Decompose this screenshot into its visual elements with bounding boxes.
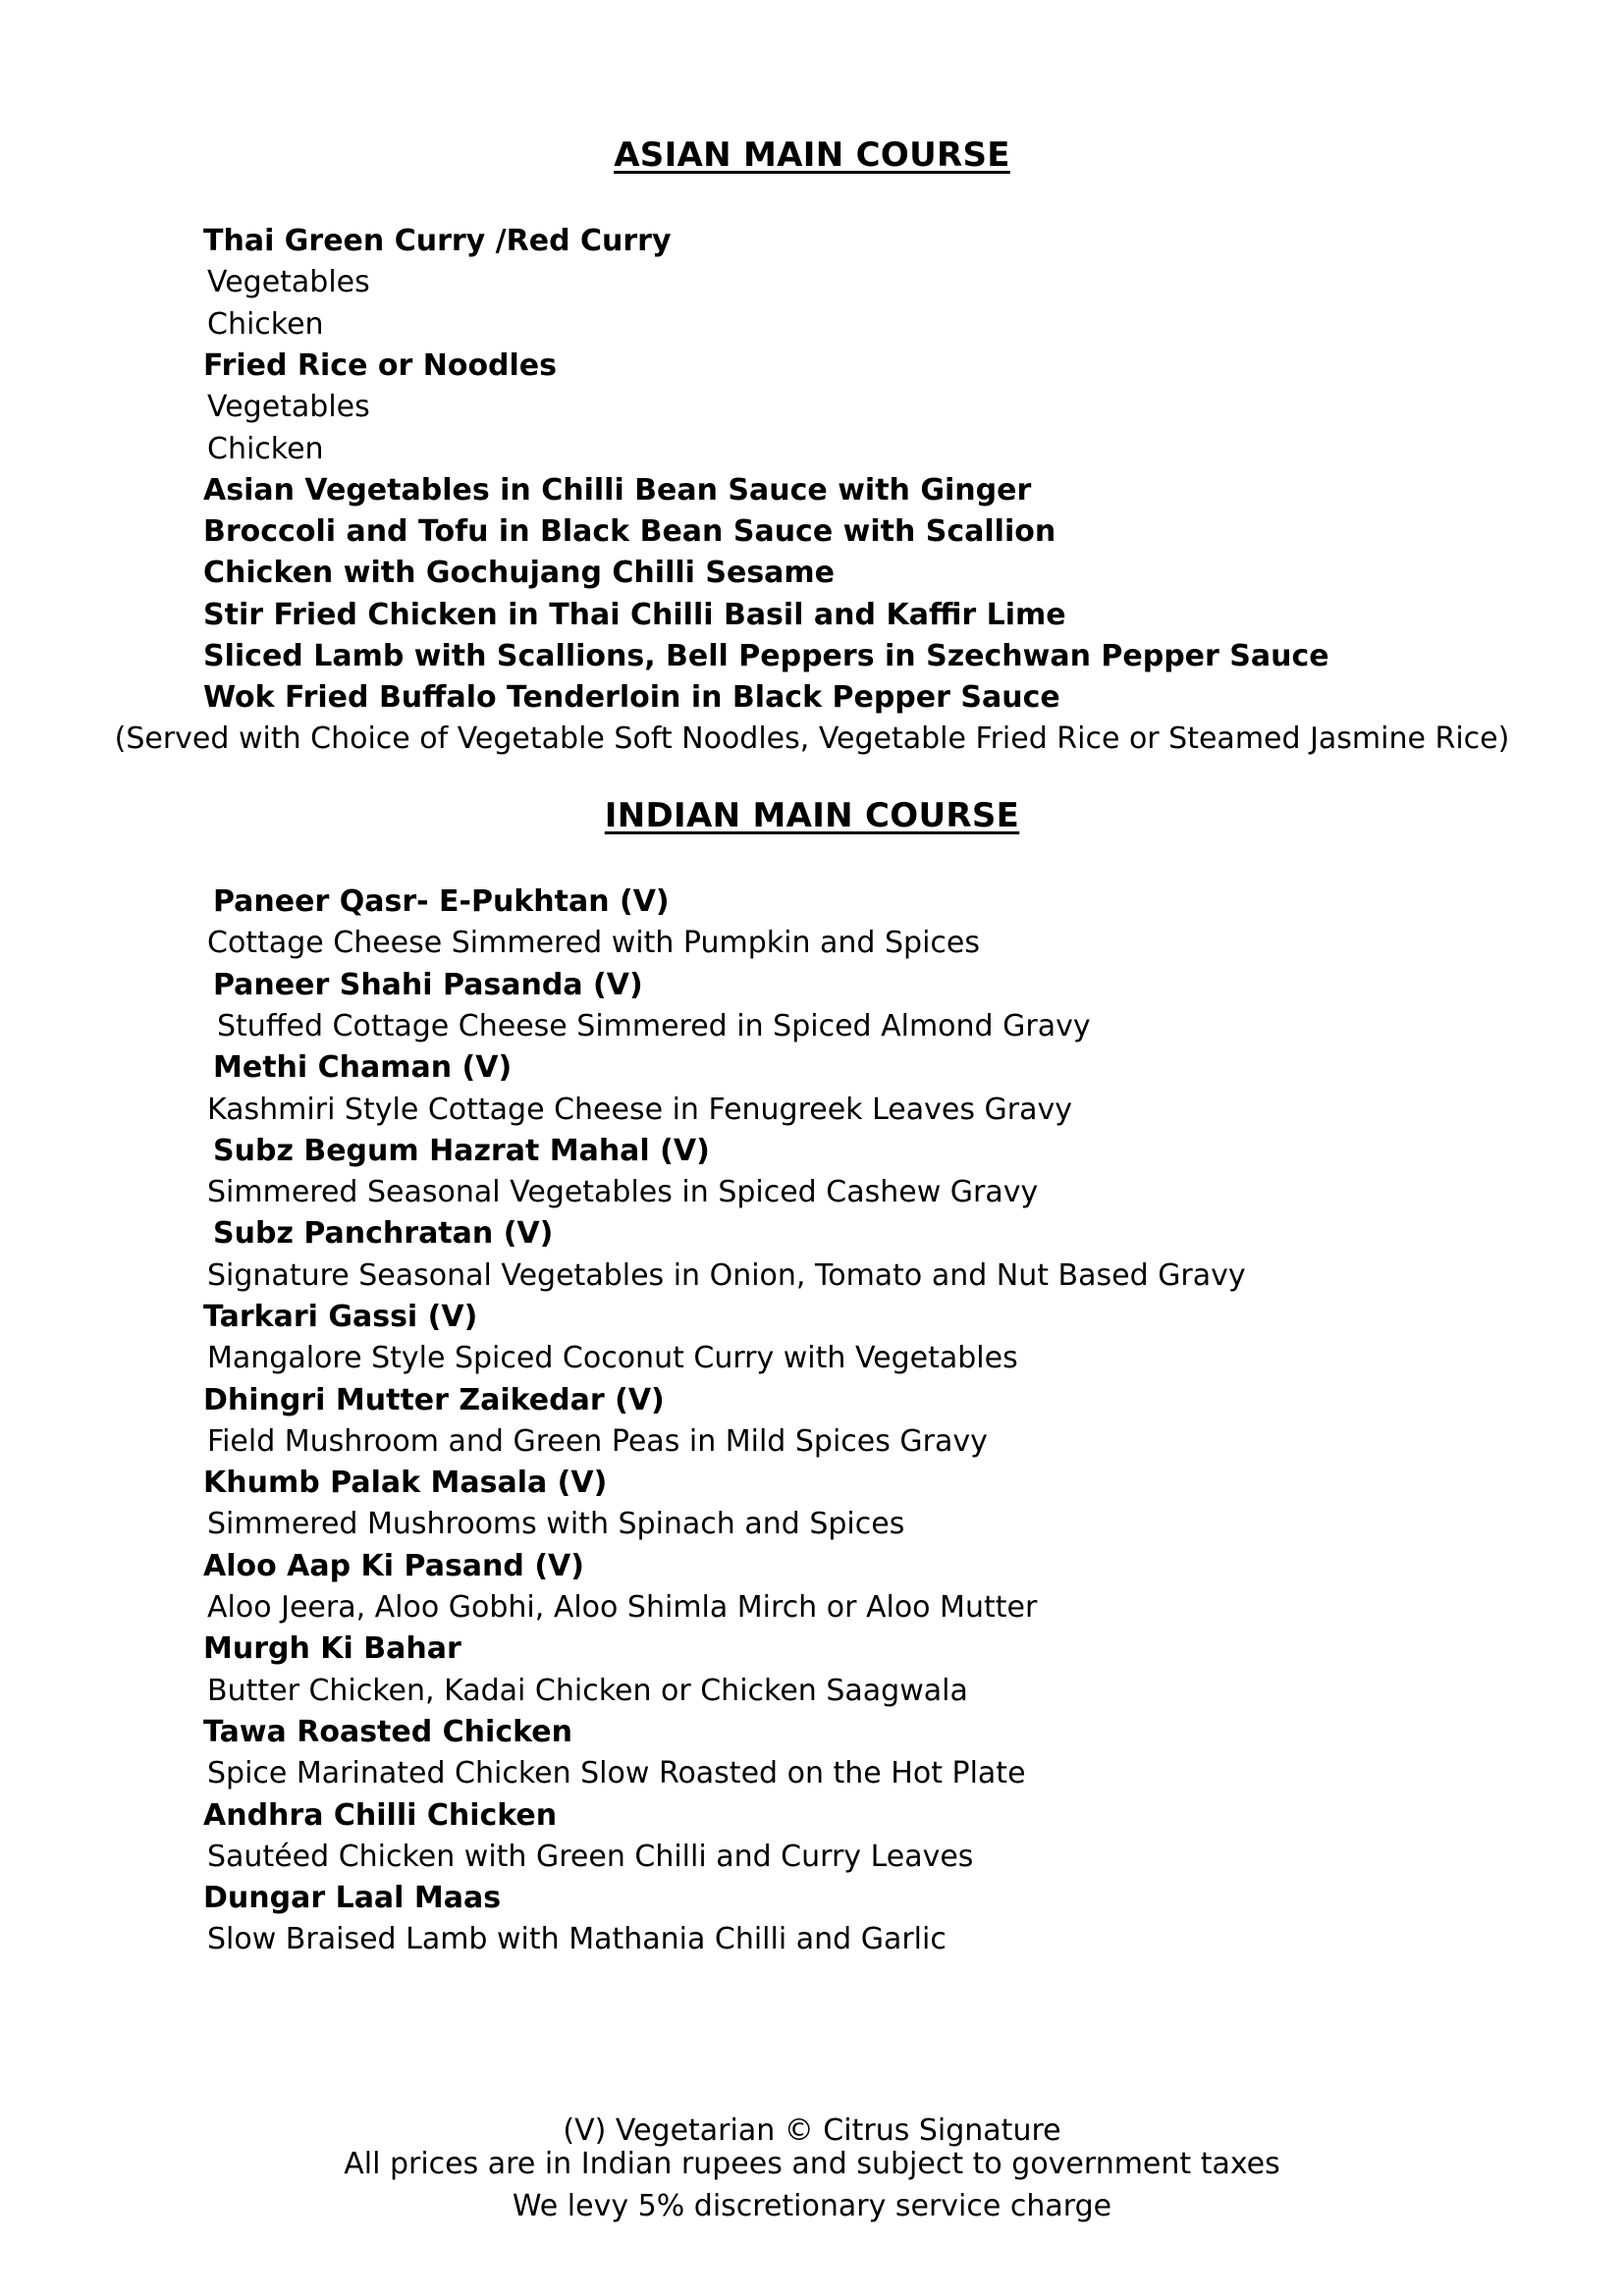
asian-dish-name: Wok Fried Buffalo Tenderloin in Black Pepper Sauce bbox=[203, 680, 1060, 715]
asian-dish-option: Chicken bbox=[207, 307, 324, 342]
indian-dish-description: Signature Seasonal Vegetables in Onion, Tomato and Nut Based Gravy bbox=[207, 1258, 1246, 1293]
indian-dish-name: Dungar Laal Maas bbox=[203, 1881, 502, 1915]
asian-dish-option: Vegetables bbox=[207, 390, 370, 424]
indian-dish-description: Mangalore Style Spiced Coconut Curry with Vegetables bbox=[207, 1341, 1018, 1375]
indian-dish-description: Kashmiri Style Cottage Cheese in Fenugreek Leaves Gravy bbox=[207, 1093, 1072, 1127]
indian-dish-name: Andhra Chilli Chicken bbox=[203, 1798, 558, 1833]
indian-dish-name: Paneer Shahi Pasanda (V) bbox=[213, 968, 643, 1002]
indian-dish-description: Butter Chicken, Kadai Chicken or Chicken Saagwala bbox=[207, 1674, 968, 1708]
indian-dish-name: Dhingri Mutter Zaikedar (V) bbox=[203, 1383, 665, 1417]
indian-dish-name: Khumb Palak Masala (V) bbox=[203, 1466, 608, 1500]
asian-dish-name: Broccoli and Tofu in Black Bean Sauce with Scallion bbox=[203, 514, 1056, 549]
indian-dish-description: Spice Marinated Chicken Slow Roasted on the Hot Plate bbox=[207, 1756, 1026, 1790]
asian-dish-name: Chicken with Gochujang Chilli Sesame bbox=[203, 556, 836, 590]
indian-dish-description: Stuffed Cottage Cheese Simmered in Spiced Almond Gravy bbox=[217, 1009, 1091, 1043]
footer-prices-note: All prices are in Indian rupees and subject to government taxes bbox=[344, 2147, 1280, 2181]
indian-dish-description: Sautéed Chicken with Green Chilli and Curry Leaves bbox=[207, 1840, 974, 1874]
indian-main-course-heading: INDIAN MAIN COURSE bbox=[604, 796, 1020, 835]
asian-dish-option: Chicken bbox=[207, 432, 324, 466]
asian-dish-name: Fried Rice or Noodles bbox=[203, 348, 558, 383]
indian-dish-description: Slow Braised Lamb with Mathania Chilli and Garlic bbox=[207, 1922, 947, 1956]
indian-dish-name: Murgh Ki Bahar bbox=[203, 1631, 461, 1666]
indian-dish-name: Methi Chaman (V) bbox=[213, 1050, 513, 1085]
indian-dish-description: Simmered Mushrooms with Spinach and Spices bbox=[207, 1507, 905, 1541]
indian-dish-name: Tarkari Gassi (V) bbox=[203, 1300, 478, 1334]
asian-main-course-heading: ASIAN MAIN COURSE bbox=[614, 135, 1010, 175]
indian-dish-name: Subz Panchratan (V) bbox=[213, 1216, 554, 1251]
indian-dish-description: Cottage Cheese Simmered with Pumpkin and Spices bbox=[207, 926, 981, 960]
asian-dish-name: Thai Green Curry /Red Curry bbox=[203, 224, 672, 258]
indian-dish-description: Field Mushroom and Green Peas in Mild Spices Gravy bbox=[207, 1424, 988, 1459]
asian-dish-option: Vegetables bbox=[207, 265, 370, 299]
served-with-note: (Served with Choice of Vegetable Soft Noodles, Vegetable Fried Rice or Steamed Jasmine Rice) bbox=[114, 721, 1510, 756]
indian-dish-description: Simmered Seasonal Vegetables in Spiced Cashew Gravy bbox=[207, 1175, 1039, 1209]
indian-dish-name: Aloo Aap Ki Pasand (V) bbox=[203, 1549, 584, 1583]
footer-vegetarian-note: (V) Vegetarian © Citrus Signature bbox=[563, 2113, 1061, 2148]
asian-dish-name: Stir Fried Chicken in Thai Chilli Basil and Kaffir Lime bbox=[203, 598, 1066, 632]
asian-dish-name: Asian Vegetables in Chilli Bean Sauce with Ginger bbox=[203, 473, 1032, 507]
indian-dish-name: Paneer Qasr- E-Pukhtan (V) bbox=[213, 884, 670, 919]
asian-dish-name: Sliced Lamb with Scallions, Bell Peppers in Szechwan Pepper Sauce bbox=[203, 639, 1329, 673]
indian-dish-name: Subz Begum Hazrat Mahal (V) bbox=[213, 1134, 710, 1168]
indian-dish-description: Aloo Jeera, Aloo Gobhi, Aloo Shimla Mirch or Aloo Mutter bbox=[207, 1590, 1038, 1625]
footer-service-charge-note: We levy 5% discretionary service charge bbox=[512, 2189, 1112, 2223]
indian-dish-name: Tawa Roasted Chicken bbox=[203, 1715, 572, 1749]
